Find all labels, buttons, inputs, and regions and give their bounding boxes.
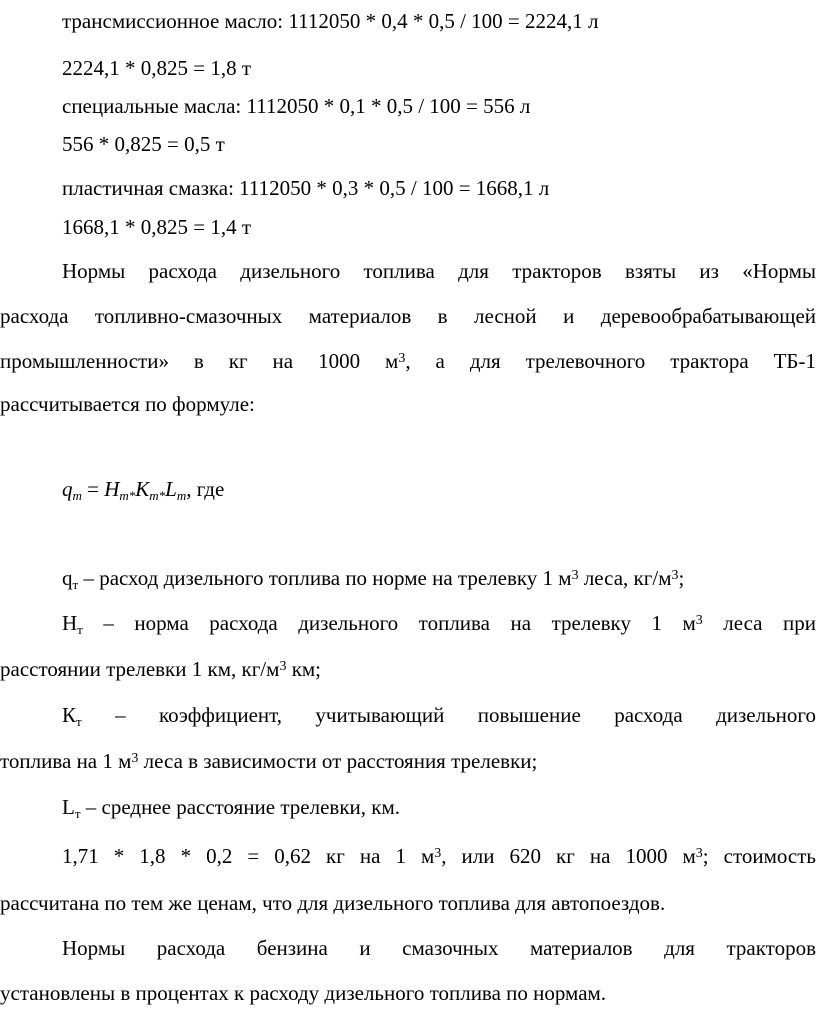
- def-q-text-2: леса, кг/м: [578, 566, 672, 590]
- para2-line-1: [0, 843, 816, 869]
- formula-q: q: [62, 477, 73, 501]
- para1-line-2: расхода топливно-смазочных материалов в лесной и деревообрабатывающей: [0, 304, 816, 328]
- def-l-sub: т: [74, 806, 81, 821]
- def-h-line-2-text: расстоянии трелевки 1 км, кг/м: [0, 657, 280, 681]
- def-k-line-2-tail: леса в зависимости от расстояния трелевки;: [138, 749, 538, 773]
- formula-eq: =: [81, 477, 105, 501]
- para2-line-1-text-3: ; стоимость: [702, 844, 816, 868]
- cubic-superscript: 3: [671, 568, 679, 583]
- def-h-symbol: Н: [62, 611, 78, 635]
- cubic-superscript: 3: [695, 613, 703, 628]
- para1-line-3: [0, 348, 816, 374]
- def-k-symbol: К: [62, 703, 77, 727]
- formula-l: L: [165, 477, 177, 501]
- def-k-text: – коэффициент, учитывающий повышение расхода дизельного: [81, 703, 816, 727]
- formula-l-sub: т: [176, 488, 187, 503]
- cubic-superscript: 3: [279, 659, 287, 674]
- def-l: [0, 794, 816, 820]
- calc-line-2: 2224,1 * 0,825 = 1,8 т: [62, 56, 252, 80]
- def-k: [0, 702, 816, 728]
- cubic-superscript: 3: [571, 568, 579, 583]
- def-q-sub: т: [72, 577, 79, 592]
- formula-tail: , где: [186, 477, 225, 501]
- def-h-sub: т: [77, 622, 83, 637]
- def-h-line-2: [0, 656, 816, 682]
- cubic-superscript: 3: [131, 751, 139, 766]
- formula: [0, 476, 816, 502]
- cubic-superscript: 3: [695, 846, 703, 861]
- para1-line-3-tail: , а для трелевочного трактора ТБ-1: [405, 349, 816, 373]
- para3-line-2: установлены в процентах к расходу дизельного топлива по нормам.: [0, 981, 607, 1005]
- formula-k: К: [135, 477, 150, 501]
- para3-line-1: Нормы расхода бензина и смазочных материалов для тракторов: [62, 936, 816, 960]
- def-k-sub: т: [76, 714, 82, 729]
- def-l-symbol: L: [62, 795, 75, 819]
- cubic-superscript: 3: [434, 846, 442, 861]
- formula-k-sub: т: [149, 488, 159, 503]
- para1-line-4: рассчитывается по формуле:: [0, 392, 255, 416]
- def-l-text: – среднее расстояние трелевки, км.: [80, 795, 401, 819]
- def-q-symbol: q: [62, 566, 73, 590]
- def-k-line-2: [0, 748, 816, 774]
- calc-line-6: 1668,1 * 0,825 = 1,4 т: [62, 215, 252, 239]
- def-h-line-2-tail: км;: [286, 657, 322, 681]
- para2-line-2: рассчитана по тем же ценам, что для дизельного топлива для автопоездов.: [0, 891, 666, 915]
- calc-line-5: пластичная смазка: 1112050 * 0,3 * 0,5 / 100 = 1668,1 л: [62, 176, 550, 200]
- def-q-text: – расход дизельного топлива по норме на трелевку 1 м: [78, 566, 572, 590]
- para2-line-1-text: 1,71 * 1,8 * 0,2 = 0,62 кг на 1 м: [62, 844, 435, 868]
- def-q: [0, 565, 816, 591]
- def-h-text-2: леса при: [702, 611, 816, 635]
- para2-line-1-text-2: , или 620 кг на 1000 м: [441, 844, 696, 868]
- def-q-text-3: ;: [678, 566, 685, 590]
- formula-star-2: *: [158, 488, 166, 503]
- cubic-superscript: 3: [398, 351, 406, 366]
- formula-q-sub: т: [72, 488, 82, 503]
- calc-line-1: трансмиссионное масло: 1112050 * 0,4 * 0,5 / 100 = 2224,1 л: [62, 9, 599, 33]
- def-h: [0, 610, 816, 636]
- formula-star-1: *: [128, 488, 136, 503]
- para1-line-3-text: промышленности» в кг на 1000 м: [0, 349, 399, 373]
- formula-h: Н: [104, 477, 120, 501]
- formula-h-sub: т: [119, 488, 129, 503]
- def-k-line-2-text: топлива на 1 м: [0, 749, 132, 773]
- calc-line-4: 556 * 0,825 = 0,5 т: [62, 132, 225, 156]
- calc-line-3: специальные масла: 1112050 * 0,1 * 0,5 / 100 = 556 л: [62, 94, 531, 118]
- para1-line-1: Нормы расхода дизельного топлива для тракторов взяты из «Нормы: [62, 259, 816, 283]
- def-h-text: – норма расхода дизельного топлива на трелевку 1 м: [82, 611, 696, 635]
